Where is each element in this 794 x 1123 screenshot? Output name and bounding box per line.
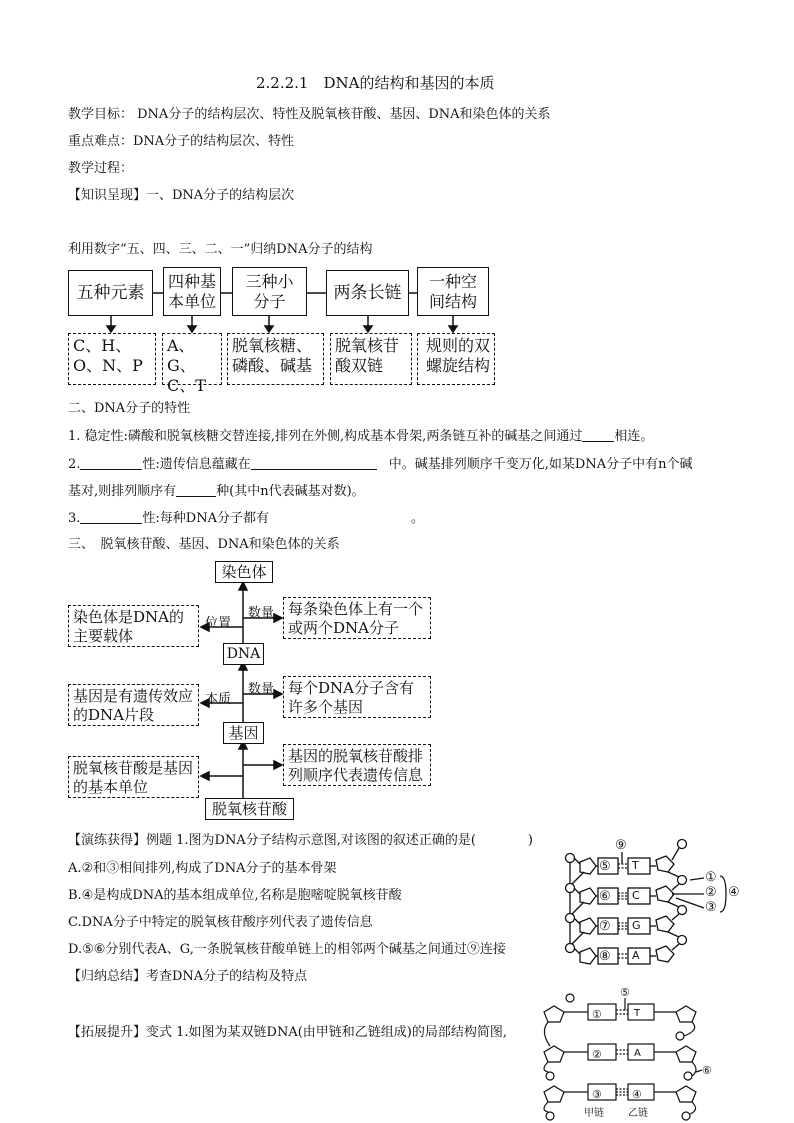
fig1-num-8: ⑧ (599, 949, 611, 964)
fig2-label-6: ⑥ (702, 1064, 712, 1077)
teaching-process: 教学过程： (68, 161, 134, 176)
node-nucleotide: 脱氧核苷酸 (205, 798, 294, 820)
left-box-gene-definition: 基因是有遗传效应的DNA片段 (68, 684, 199, 726)
fig1-base-t: T (632, 859, 639, 872)
right-box-genetic-info: 基因的脱氧核苷酸排列顺序代表遗传信息 (283, 744, 431, 786)
left-box-chromosome-carrier: 染色体是DNA的主要载体 (68, 605, 199, 647)
page-title: 2.2.2.1 DNA的结构和基因的本质 (256, 74, 495, 92)
property-stability: 1. 稳定性:磷酸和脱氧核糖交替连接,排列在外侧,构成基本骨架,两条链互补的碱基之间通过 相连。 (68, 429, 654, 444)
practice-question: 【演练获得】例题 1.图为DNA分子结构示意图,对该图的叙述正确的是( ) (68, 833, 533, 848)
right-box-dna-count: 每条染色体上有一个或两个DNA分子 (283, 597, 431, 639)
option-b[interactable]: B.④是构成DNA的基本组成单位,名称是胞嘧啶脱氧核苷酸 (68, 888, 402, 903)
fig1-label-3: ③ (705, 900, 717, 915)
box-molecules-detail: 脱氧核糖、磷酸、碱基 (227, 333, 324, 385)
fig2-chain-a: 甲链 (584, 1108, 604, 1119)
fig2-label-5: ⑤ (620, 986, 630, 999)
numbers-intro: 利用数字“五、四、三、二、一”归纳DNA分子的结构 (68, 242, 373, 257)
box-bases-detail: A、G、C、T (162, 333, 222, 385)
property-diversity: 2. 性:遗传信息蕴藏在 中。碱基排列顺序千变万化,如某DNA分子中有n个碱 (68, 457, 693, 472)
right-box-gene-count: 每个DNA分子含有许多个基因 (283, 676, 431, 718)
box-three-molecules: 三种小分子 (232, 267, 307, 316)
fig1-num-5: ⑤ (599, 859, 611, 874)
fig2-base-t: T (634, 1008, 641, 1019)
teaching-objective: 教学目标： DNA分子的结构层次、特性及脱氧核苷酸、基因、DNA和染色体的关系 (68, 107, 551, 122)
summary: 【归纳总结】考查DNA分子的结构及特点 (68, 969, 308, 984)
section3-heading: 三、 脱氧核苷酸、基因、DNA和染色体的关系 (68, 537, 340, 552)
fig1-base-c: C (632, 889, 640, 902)
label-position: 位置 (205, 616, 232, 631)
box-four-units: 四种基本单位 (163, 267, 221, 316)
fig1-base-g: G (632, 919, 641, 932)
label-quantity-2: 数量 (248, 682, 275, 697)
option-d[interactable]: D.⑤⑥分别代表A、G,一条脱氧核苷酸单链上的相邻两个碱基之间通过⑨连接 (68, 942, 506, 957)
node-gene: 基因 (223, 722, 264, 744)
key-points: 重点难点：DNA分子的结构层次、特性 (68, 134, 295, 149)
fig2-chain-b: 乙链 (628, 1108, 648, 1119)
node-chromosome: 染色体 (215, 561, 273, 583)
fig1-base-a: A (632, 949, 640, 962)
option-c[interactable]: C.DNA分子中特定的脱氧核苷酸序列代表了遗传信息 (68, 915, 373, 930)
fig1-num-6: ⑥ (599, 889, 611, 904)
box-two-chains: 两条长链 (326, 270, 409, 316)
label-quantity-1: 数量 (248, 606, 275, 621)
label-essence: 本质 (205, 692, 232, 707)
option-a[interactable]: A.②和③相间排列,构成了DNA分子的基本骨架 (68, 861, 337, 876)
box-elements-detail: C、H、O、N、P (68, 333, 156, 385)
property-specificity: 3. 性:每种DNA分子都有 。 (68, 511, 424, 526)
fig2-num-4: ④ (632, 1088, 642, 1101)
fig1-num-7: ⑦ (599, 919, 611, 934)
fig1-label-9: ⑨ (615, 838, 627, 853)
box-structure-detail: 规则的双螺旋结构 (417, 333, 495, 385)
fig2-num-2: ② (592, 1048, 602, 1061)
box-five-elements: 五种元素 (68, 270, 153, 316)
knowledge-heading: 【知识呈现】一、DNA分子的结构层次 (68, 188, 295, 203)
section2-heading: 二、DNA分子的特性 (68, 401, 191, 416)
dna-structure-figure-1 (552, 836, 762, 986)
extension: 【拓展提升】变式 1.如图为某双链DNA(由甲链和乙链组成)的局部结构简图, (68, 1025, 507, 1040)
fig1-label-2: ② (705, 885, 717, 900)
box-chains-detail: 脱氧核苷酸双链 (330, 333, 412, 385)
fig2-num-3: ③ (592, 1088, 602, 1101)
fig1-label-1: ① (705, 870, 717, 885)
left-box-nucleotide-unit: 脱氧核苷酸是基因的基本单位 (68, 756, 199, 798)
property-diversity-line2: 基对,则排列顺序有 种(其中n代表碱基对数)。 (68, 484, 365, 499)
fig2-base-a: A (634, 1048, 641, 1059)
box-one-structure: 一种空间结构 (417, 267, 489, 316)
fig2-num-1: ① (592, 1008, 602, 1021)
fig1-label-4: ④ (728, 885, 740, 900)
node-dna: DNA (223, 643, 264, 665)
